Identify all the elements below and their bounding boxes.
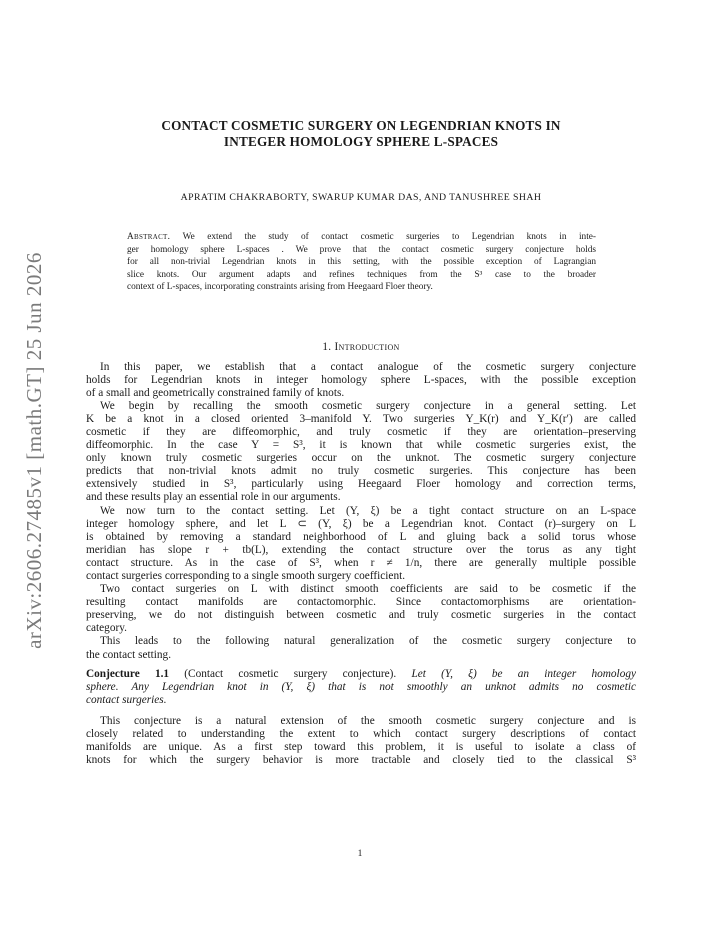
paragraph [86,361,636,400]
text-line: and these results play an essential role in our arguments. [86,491,341,504]
paragraph [86,635,636,661]
title-line: INTEGER HOMOLOGY SPHERE L-SPACES [223,134,499,149]
text-line: cosmetic if they are diffeomorphic, and truly cosmetic if they are orientation–preserving [86,425,636,438]
paper-title [86,118,636,150]
section-title: Introduction [334,340,400,353]
text-line: meridian has slope r + tb(L), extending the contact structure over the torus as any tight [86,543,636,556]
text-line: manifolds are unique. As a first step toward this problem, it is useful to isolate a class of [86,741,636,754]
text-line: knots for which the surgery behavior is more tractable and closely tied to the classical S³ [86,754,636,767]
text-line: closely related to understanding the extent to which contact surgery descriptions of contact [86,728,636,741]
text-line: contact structure. As in the case of S³, when r ≠ 1/n, there are generally multiple possible [86,556,636,569]
text-line: of a small and geometrically constrained family of knots. [86,386,345,399]
conjecture-text: Let (Y, ξ) be an integer homology [411,667,637,680]
text-line: K be a knot in a closed oriented 3–manifold Y. Two surgeries Y_K(r) and Y_K(r′) are called [86,412,636,425]
section-body [86,361,636,768]
author-list: APRATIM CHAKRABORTY, SWARUP KUMAR DAS, AND TANUSHREE SHAH [180,192,542,203]
section-heading [86,341,636,353]
arxiv-identifier: arXiv:2606.27485v1 [math.GT] 25 Jun 2026 [21,251,46,649]
conjecture-line: contact surgeries. [86,693,167,706]
conjecture [86,668,636,707]
abstract-line: for all non-trivial Legendrian knots in this setting, with the possible exception of Lagrangian [127,257,596,267]
section-number: 1. [322,340,332,353]
text-line: In this paper, we establish that a contact analogue of the cosmetic surgery conjecture [100,360,636,373]
text-line: contact surgeries corresponding to a single smooth surgery coefficient. [86,570,406,582]
text-line: preserving, we do not distinguish between cosmetic and truly cosmetic surgeries in the contact [86,609,636,622]
text-line: diffeomorphic. In the case Y = S³, it is known that while cosmetic surgeries exist, the [86,439,636,452]
text-line: We now turn to the contact setting. Let (Y, ξ) be a tight contact structure on an L-space [100,504,636,517]
page-number: 1 [357,849,363,859]
conjecture-line: sphere. Any Legendrian knot in (Y, ξ) that is not smoothly an unknot admits no cosmetic [86,680,636,693]
text-line: integer homology sphere, and let L ⊂ (Y, ξ) be a Legendrian knot. Contact (r)–surgery on L [86,517,636,530]
paragraph [86,505,636,584]
text-line: predicts that non-trivial knots admit no truly cosmetic surgeries. This conjecture has been [86,465,636,478]
abstract-text: We extend the study of contact cosmetic surgeries to Legendrian knots in inte- [182,232,597,242]
abstract-line: ger homology sphere L-spaces . We prove that the contact cosmetic surgery conjecture holds [127,244,596,255]
paper-page [86,118,636,767]
abstract [127,231,596,294]
paragraph [86,583,636,635]
paragraph [86,400,636,505]
text-line: extensively studied in S³, particularly using Heegaard Floer homology and correction terms, [86,478,636,491]
abstract-heading: Abstract. [127,232,171,242]
text-line: This leads to the following natural generalization of the cosmetic surgery conjecture to [100,635,636,648]
text-line: is obtained by removing a standard neighborhood of L and gluing back a solid torus whose [86,530,636,543]
text-line: the contact setting. [86,648,172,661]
text-line: only known truly cosmetic surgeries occur on the unknot. The cosmetic surgery conjecture [86,452,636,465]
text-line: category. [86,622,127,635]
conjecture-name: (Contact cosmetic surgery conjecture). [184,667,397,680]
text-line: We begin by recalling the smooth cosmetic surgery conjecture in a general setting. Let [100,399,636,412]
text-line: resulting contact manifolds are contactomorphic. Since contactomorphisms are orientation- [86,596,636,609]
abstract-line: slice knots. Our argument adapts and refines techniques from the S³ case to the broader [127,269,596,280]
abstract-line: context of L-spaces, incorporating constraints arising from Heegaard Floer theory. [127,282,433,292]
arxiv-stamp [14,250,54,650]
conjecture-label: Conjecture 1.1 [86,667,170,680]
conjecture-line [86,668,636,681]
text-line: holds for Legendrian knots in integer homology sphere L-spaces, with the possible exception [86,373,636,386]
abstract-line [127,231,596,244]
text-line: Two contact surgeries on L with distinct smooth coefficients are said to be cosmetic if the [100,583,636,596]
title-line: CONTACT COSMETIC SURGERY ON LEGENDRIAN KNOTS IN [161,118,561,133]
spacer [86,707,636,715]
paragraph [86,715,636,767]
text-line: This conjecture is a natural extension of the smooth cosmetic surgery conjecture and is [100,714,636,727]
